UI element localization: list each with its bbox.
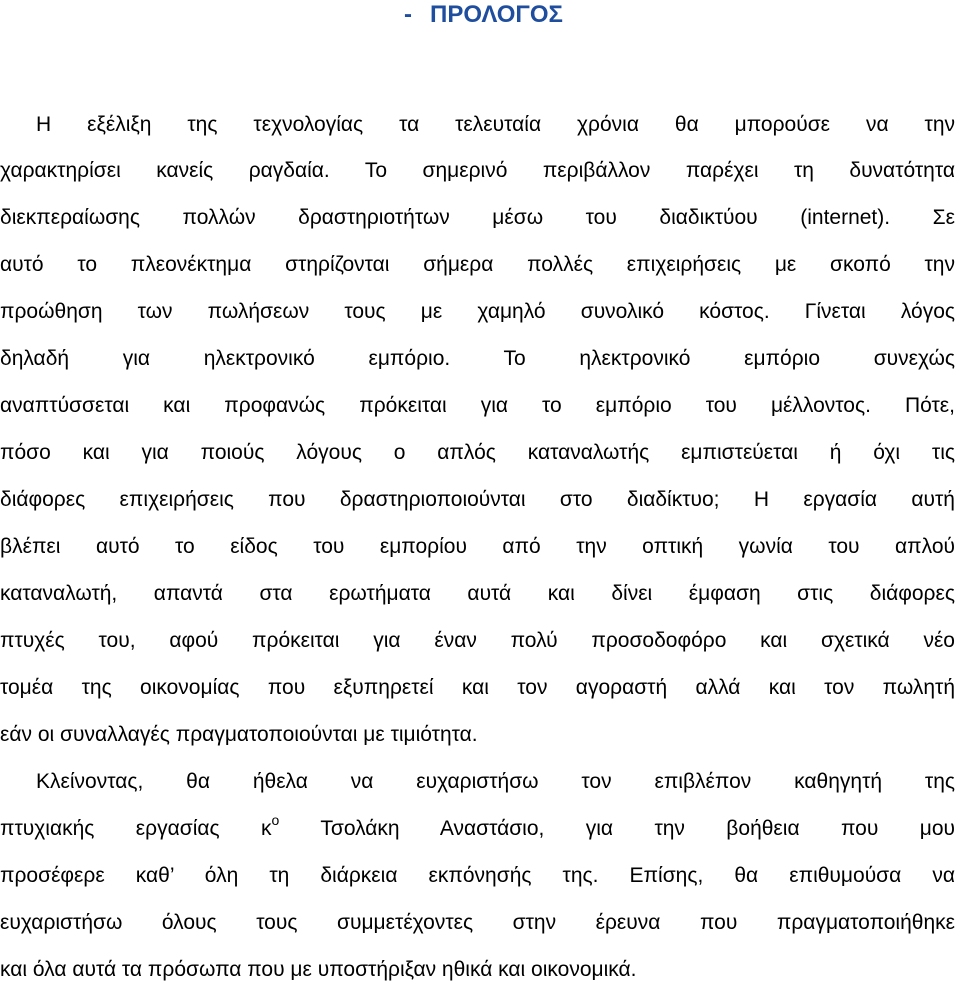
paragraph-line: εάν οι συναλλαγές πραγματοποιούνται με τιμιότητα.: [0, 723, 478, 746]
paragraph-line: καταναλωτή, απαντά στα ερωτήματα αυτά και δίνει έμφαση στις διάφορες: [0, 582, 955, 605]
paragraph-line: διάφορες επιχειρήσεις που δραστηριοποιούνται στο διαδίκτυο; Η εργασία αυτή: [0, 488, 955, 511]
paragraph-line: δηλαδή για ηλεκτρονικό εμπόριο. Το ηλεκτρονικό εμπόριο συνεχώς: [0, 347, 955, 370]
paragraph-line: τομέα της οικονομίας που εξυπηρετεί και τον αγοραστή αλλά και τον πωλητή: [0, 676, 955, 699]
superscript: ο: [271, 812, 280, 828]
heading-title: ΠΡΟΛΟΓΟΣ: [430, 1, 563, 28]
paragraph-line: και όλα αυτά τα πρόσωπα που με υποστήριξαν ηθικά και οικονομικά.: [0, 958, 637, 981]
paragraph-line: ευχαριστήσω όλους τους συμμετέχοντες στην έρευνα που πραγματοποιήθηκε: [0, 911, 955, 934]
line-text-start: πτυχιακής εργασίας κ: [0, 817, 272, 840]
line-text-end: Τσολάκη Αναστάσιο, για την βοήθεια που μου: [279, 817, 955, 840]
paragraph-line: Κλείνοντας, θα ήθελα να ευχαριστήσω τον επιβλέπον καθηγητή της: [36, 770, 955, 793]
paragraph-line: Η εξέλιξη της τεχνολογίας τα τελευταία χρόνια θα μπορούσε να την: [36, 113, 955, 136]
paragraph-line: χαρακτηρίσει κανείς ραγδαία. Το σημερινό περιβάλλον παρέχει τη δυνατότητα: [0, 159, 955, 182]
paragraph-line: προώθηση των πωλήσεων τους με χαμηλό συνολικό κόστος. Γίνεται λόγος: [0, 300, 955, 323]
paragraph-line: αναπτύσσεται και προφανώς πρόκειται για το εμπόριο του μέλλοντος. Πότε,: [0, 394, 955, 417]
section-heading: [404, 0, 563, 30]
paragraph-line: διεκπεραίωσης πολλών δραστηριοτήτων μέσω του διαδικτύου (internet). Σε: [0, 206, 955, 229]
paragraph-line-with-superscript: [0, 814, 955, 844]
paragraph-line: πτυχές του, αφού πρόκειται για έναν πολύ προσοδοφόρο και σχετικά νέο: [0, 629, 955, 652]
paragraph-line: πόσο και για ποιούς λόγους ο απλός καταναλωτής εμπιστεύεται ή όχι τις: [0, 441, 955, 464]
heading-dash: -: [404, 1, 412, 28]
paragraph-line: βλέπει αυτό το είδος του εμπορίου από την οπτική γωνία του απλού: [0, 535, 955, 558]
paragraph-line: αυτό το πλεονέκτημα στηρίζονται σήμερα πολλές επιχειρήσεις με σκοπό την: [0, 253, 955, 276]
paragraph-line: προσέφερε καθ’ όλη τη διάρκεια εκπόνησής της. Επίσης, θα επιθυμούσα να: [0, 864, 955, 887]
